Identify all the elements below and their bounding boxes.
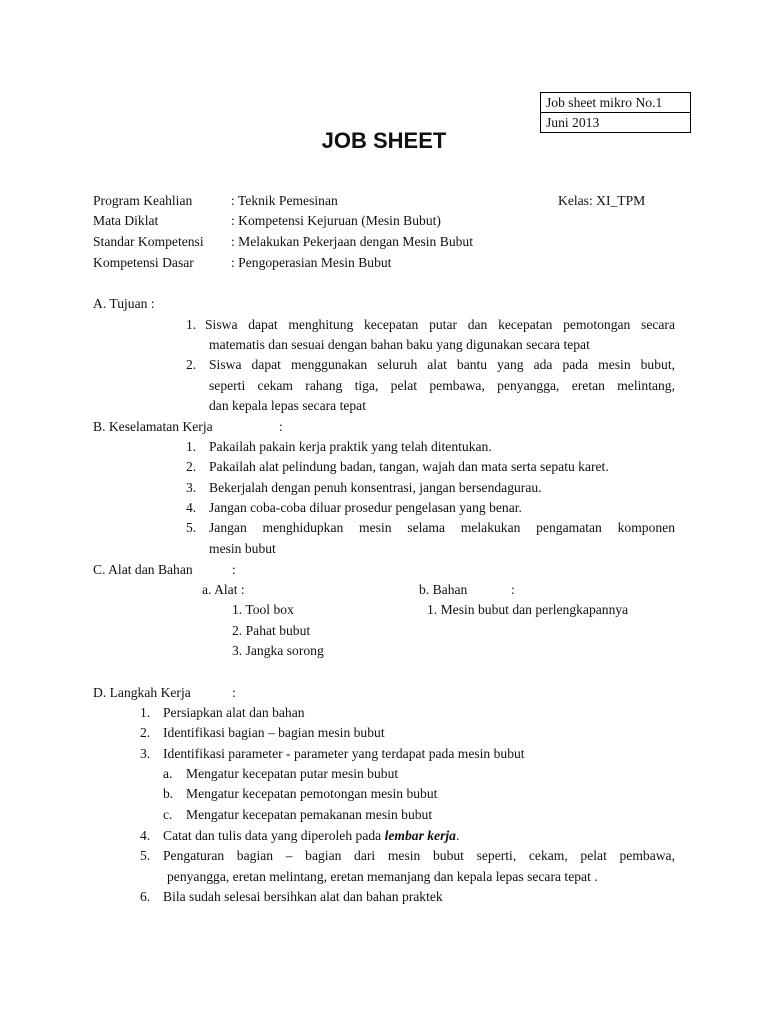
langkah-number: 1. [140,705,151,720]
bahan-heading: b. Bahan [419,582,468,597]
langkah-item: Pengaturan bagian – bagian dari mesin bubut seperti, cekam, pelat pembawa, [163,848,675,863]
keselamatan-item: Jangan coba-coba diluar prosedur pengelasan yang benar. [209,500,522,515]
tujuan-line: matematis dan sesuai dengan bahan baku yang digunakan secara tepat [209,337,590,352]
page-title: JOB SHEET [321,128,447,153]
keselamatan-item: Bekerjalah dengan penuh konsentrasi, jangan bersendagurau. [209,480,542,495]
program-value: : Teknik Pemesinan [231,193,338,208]
tujuan-heading: A. Tujuan : [93,296,155,311]
standar-value: : Melakukan Pekerjaan dengan Mesin Bubut [231,234,473,249]
langkah-item: Identifikasi bagian – bagian mesin bubut [163,725,385,740]
langkah-sub-number: a. [163,766,173,781]
langkah-item: penyangga, eretan melintang, eretan memanjang dan kepala lepas secara tepat . [167,869,598,884]
keselamatan-number: 4. [186,500,197,515]
langkah-sub-number: b. [163,786,174,801]
langkah-item-catat-text: Catat dan tulis data yang diperoleh pada [163,828,385,843]
tujuan-line: dan kepala lepas secara tepat [209,398,366,413]
langkah-item-catat [163,826,459,846]
langkah-item: Persiapkan alat dan bahan [163,705,305,720]
alat-bahan-colon: : [232,562,236,577]
tujuan-line: Siswa dapat menghitung kecepatan putar dan kecepatan pemotongan secara [205,317,675,332]
keselamatan-colon: : [279,419,283,434]
keselamatan-item: Jangan menghidupkan mesin selama melakukan pengamatan komponen [209,520,675,535]
standar-label: Standar Kompetensi [93,234,204,249]
alat-bahan-heading: C. Alat dan Bahan [93,562,193,577]
alat-item: 2. Pahat bubut [232,623,311,638]
job-sheet-number: Job sheet mikro No.1 [546,95,663,110]
langkah-number: 6. [140,889,151,904]
langkah-item-catat-end: . [455,828,460,843]
langkah-number: 4. [140,828,151,843]
tujuan-number: 1. [186,317,197,332]
bahan-item: 1. Mesin bubut dan perlengkapannya [427,602,629,617]
keselamatan-item: Pakailah alat pelindung badan, tangan, wajah dan mata serta sepatu karet. [209,459,609,474]
tujuan-number: 2. [186,357,197,372]
keselamatan-item: mesin bubut [209,541,276,556]
keselamatan-item: Pakailah pakain kerja praktik yang telah ditentukan. [209,439,492,454]
job-sheet-meta-box [540,92,691,133]
alat-heading: a. Alat : [202,582,245,597]
langkah-number: 3. [140,746,151,761]
langkah-sub-item: Mengatur kecepatan pemotongan mesin bubut [186,786,438,801]
langkah-colon: : [232,685,236,700]
lembar-kerja-emphasis: lembar kerja [384,828,456,843]
langkah-number: 5. [140,848,151,863]
keselamatan-number: 3. [186,480,197,495]
langkah-number: 2. [140,725,151,740]
program-label: Program Keahlian [93,193,193,208]
keselamatan-number: 5. [186,520,197,535]
langkah-sub-number: c. [163,807,173,822]
keselamatan-heading: B. Keselamatan Kerja [93,419,213,434]
kelas-value: Kelas: XI_TPM [558,193,646,208]
tujuan-line: seperti cekam rahang tiga, pelat pembawa, penyangga, eretan melintang, [209,378,675,393]
keselamatan-number: 1. [186,439,197,454]
bahan-colon: : [511,582,515,597]
mata-diklat-value: : Kompetensi Kejuruan (Mesin Bubut) [231,213,441,228]
alat-item: 1. Tool box [232,602,294,617]
langkah-heading: D. Langkah Kerja [93,685,191,700]
job-sheet-date: Juni 2013 [541,112,690,132]
langkah-item: Identifikasi parameter - parameter yang terdapat pada mesin bubut [163,746,525,761]
alat-item: 3. Jangka sorong [232,643,324,658]
langkah-sub-item: Mengatur kecepatan pemakanan mesin bubut [186,807,433,822]
tujuan-line: Siswa dapat menggunakan seluruh alat bantu yang ada pada mesin bubut, [209,357,675,372]
kompetensi-label: Kompetensi Dasar [93,255,194,270]
keselamatan-number: 2. [186,459,197,474]
langkah-sub-item: Mengatur kecepatan putar mesin bubut [186,766,399,781]
mata-diklat-label: Mata Diklat [93,213,159,228]
kompetensi-value: : Pengoperasian Mesin Bubut [231,255,392,270]
langkah-item: Bila sudah selesai bersihkan alat dan bahan praktek [163,889,443,904]
